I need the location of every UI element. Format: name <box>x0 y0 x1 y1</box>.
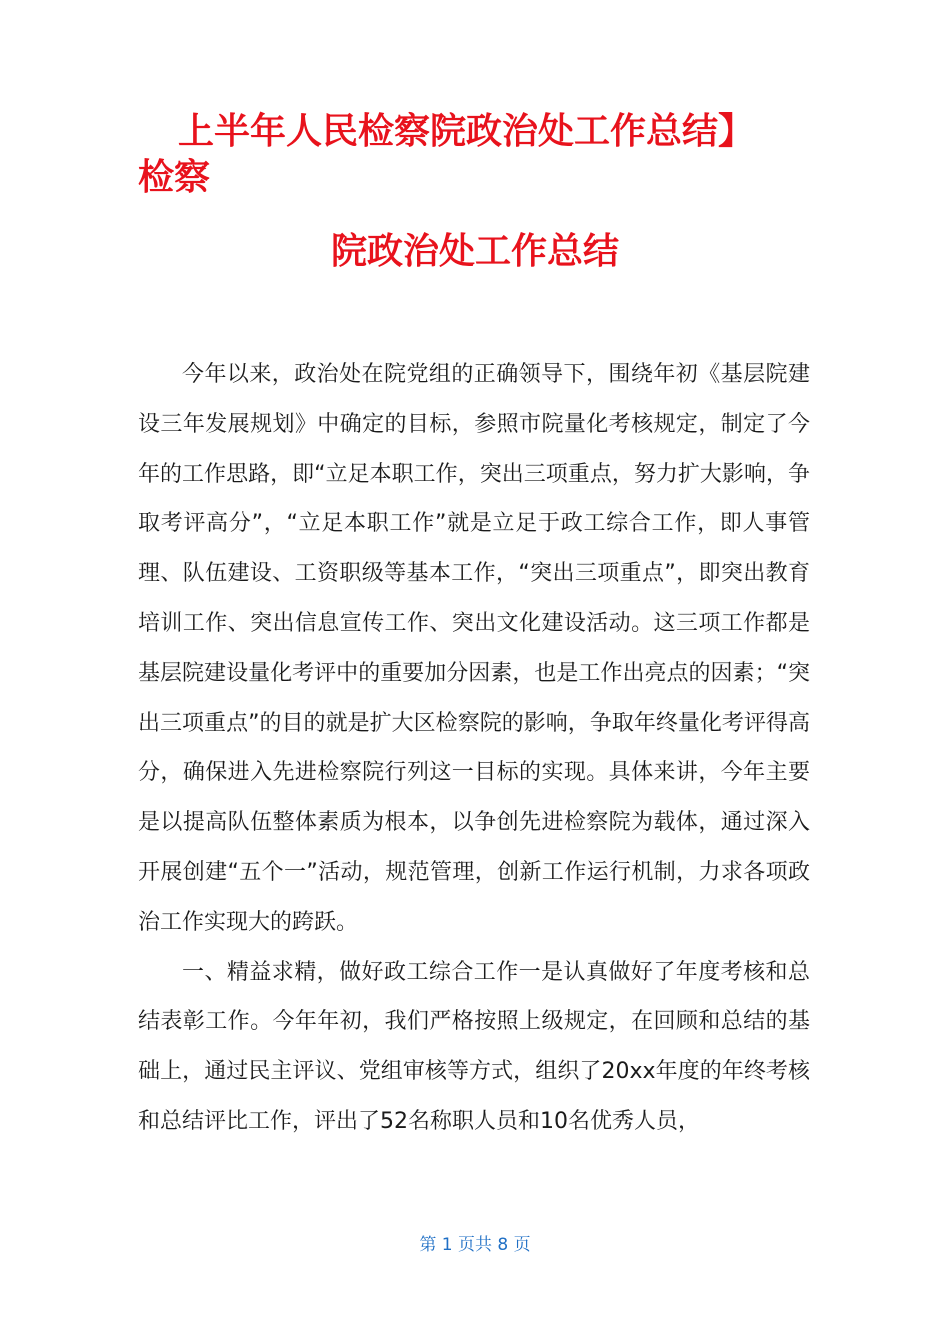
document-title-line-1: 上半年人民检察院政治处工作总结】 <box>178 111 755 152</box>
body-paragraph-2: 一、精益求精，做好政工综合工作一是认真做好了年度考核和总结表彰工作。今年年初，我们严格按照上级规定，在回顾和总结的基础上，通过民主评议、党组审核等方式，组织了20xx年度的年终考核和总结评比工作，评出了52名称职人员和10名优秀人员， <box>138 959 810 1134</box>
page-number-footer: 第 1 页共 8 页 <box>419 1235 531 1255</box>
body-paragraph-1: 今年以来，政治处在院党组的正确领导下，围绕年初《基层院建设三年发展规划》中确定的目标，参照市院量化考核规定，制定了今年的工作思路，即“立足本职工作，突出三项重点，努力扩大影响，争取考评高分”，“立足本职工作”就是立足于政工综合工作，即人事管理、队伍建设、工资职级等基本工作，“突出三项重点”，即突出教育培训工作、突出信息宣传工作、突出文化建设活动。这三项工作都是基层院建设量化考评中的重要加分因素，也是工作出亮点的因素；“突出三项重点”的目的就是扩大区检察院的影响，争取年终量化考评得高分，确保进入先进检察院行列这一目标的实现。具体来讲，今年主要是以提高队伍整体素质为根本，以争创先进检察院为载体，通过深入开展创建“五个一”活动，规范管理，创新工作运行机制，力求各项政治工作实现大的跨跃。 <box>138 362 810 935</box>
document-title-line-3: 院政治处工作总结 <box>330 231 619 272</box>
document-title-line-2: 检察 <box>138 157 211 198</box>
document-body <box>138 350 810 1147</box>
